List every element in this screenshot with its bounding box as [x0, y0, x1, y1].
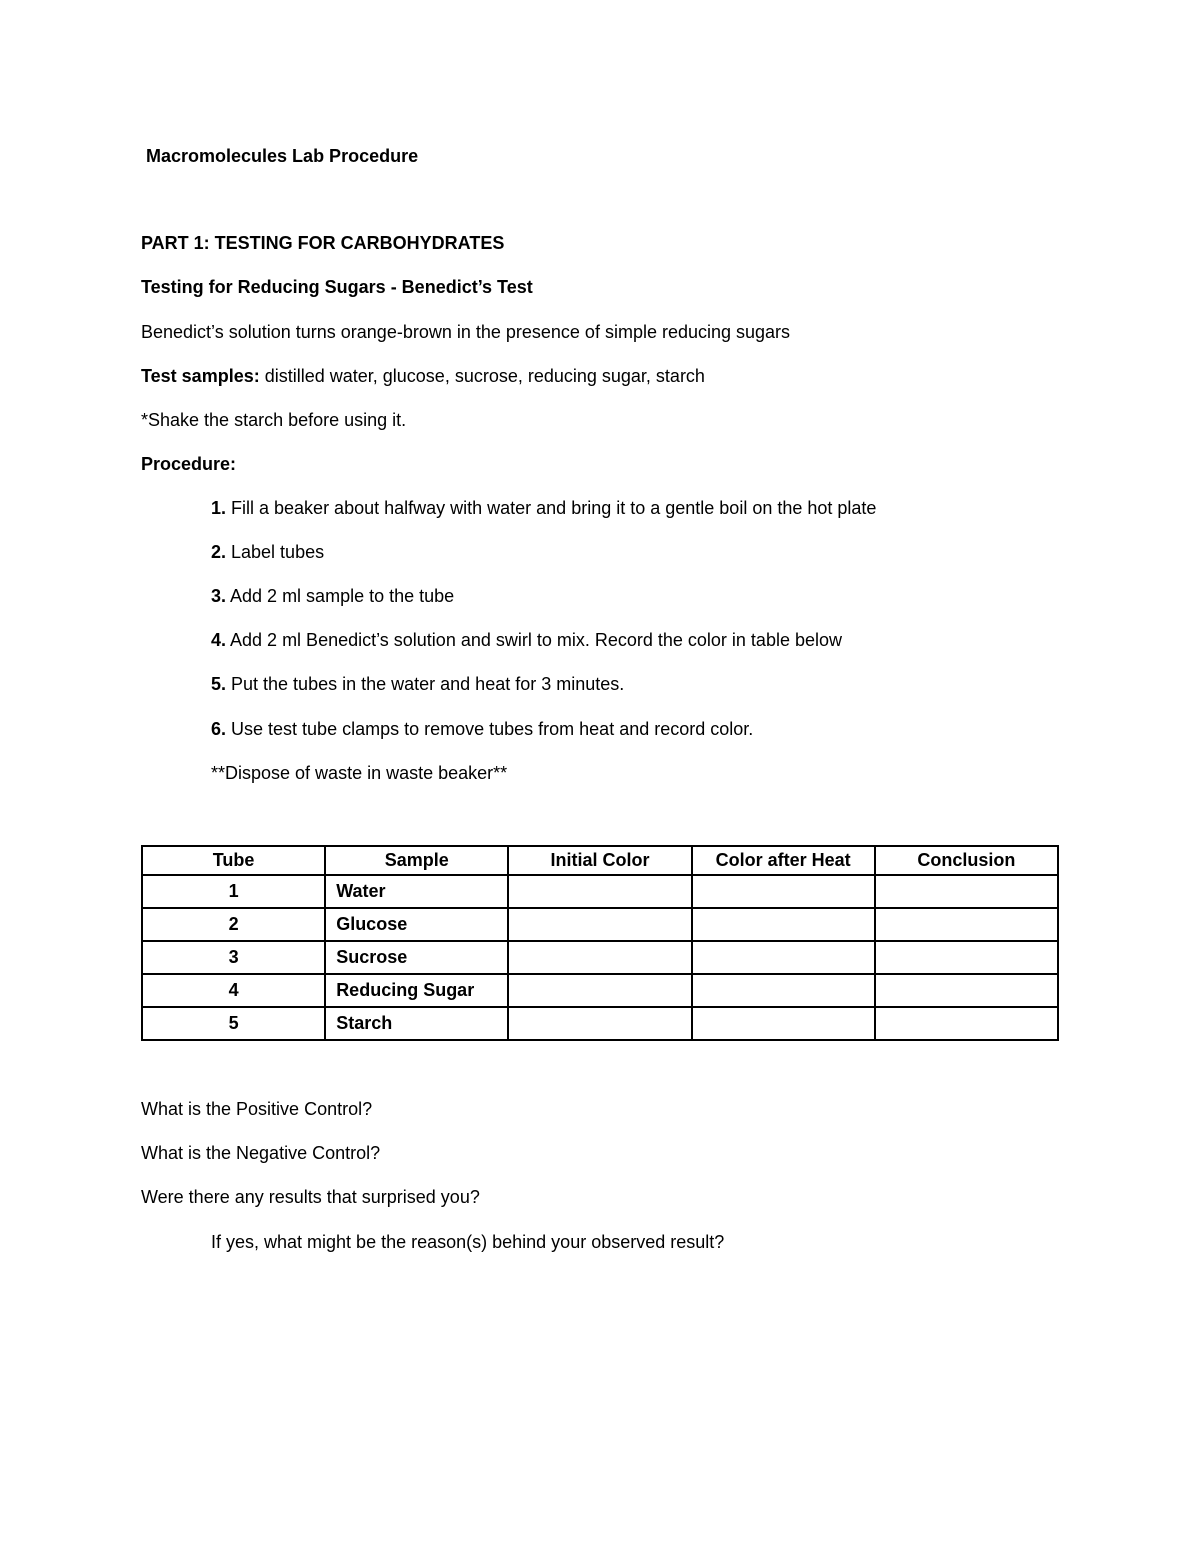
- test-samples-line: [141, 365, 705, 387]
- step-text: Put the tubes in the water and heat for 3 minutes.: [226, 674, 625, 694]
- step-number: 3.: [211, 586, 227, 606]
- conclusion-cell[interactable]: [875, 875, 1058, 908]
- sample-name: Glucose: [325, 908, 508, 941]
- initial-color-cell[interactable]: [508, 941, 691, 974]
- test-heading: Testing for Reducing Sugars - Benedict’s Test: [141, 277, 533, 297]
- initial-color-cell[interactable]: [508, 1007, 691, 1040]
- table-row: [142, 941, 1058, 974]
- question-surprising-results: Were there any results that surprised you?: [141, 1187, 480, 1207]
- procedure-step: [211, 497, 876, 519]
- header-tube: Tube: [142, 846, 325, 875]
- samples-label: Test samples:: [141, 366, 260, 386]
- header-color-after-heat: Color after Heat: [692, 846, 875, 875]
- question-reasons: If yes, what might be the reason(s) behind your observed result?: [211, 1232, 725, 1252]
- sample-name: Water: [325, 875, 508, 908]
- table-header-row: [142, 846, 1058, 875]
- sample-name: Sucrose: [325, 941, 508, 974]
- tube-number: 3: [142, 941, 325, 974]
- initial-color-cell[interactable]: [508, 974, 691, 1007]
- initial-color-cell[interactable]: [508, 875, 691, 908]
- sample-name: Reducing Sugar: [325, 974, 508, 1007]
- tube-number: 1: [142, 875, 325, 908]
- procedure-step: [211, 541, 324, 563]
- step-number: 1.: [211, 498, 227, 518]
- step-number: 6.: [211, 719, 227, 739]
- step-number: 2.: [211, 542, 227, 562]
- tube-number: 4: [142, 974, 325, 1007]
- procedure-step: [211, 673, 624, 695]
- step-text: Label tubes: [226, 542, 325, 562]
- color-after-heat-cell[interactable]: [692, 974, 875, 1007]
- sample-name: Starch: [325, 1007, 508, 1040]
- table-row: [142, 1007, 1058, 1040]
- header-sample: Sample: [325, 846, 508, 875]
- color-after-heat-cell[interactable]: [692, 875, 875, 908]
- tube-number: 2: [142, 908, 325, 941]
- step-text: Fill a beaker about halfway with water and bring it to a gentle boil on the hot plate: [226, 498, 877, 518]
- step-text: Add 2 ml Benedict’s solution and swirl to mix. Record the color in table below: [226, 630, 842, 650]
- dispose-note: **Dispose of waste in waste beaker**: [211, 763, 508, 783]
- procedure-step: [211, 629, 842, 651]
- header-initial-color: Initial Color: [508, 846, 691, 875]
- color-after-heat-cell[interactable]: [692, 1007, 875, 1040]
- table-row: [142, 908, 1058, 941]
- conclusion-cell[interactable]: [875, 908, 1058, 941]
- initial-color-cell[interactable]: [508, 908, 691, 941]
- color-after-heat-cell[interactable]: [692, 941, 875, 974]
- procedure-heading: Procedure:: [141, 454, 237, 474]
- document-title: Macromolecules Lab Procedure: [146, 146, 419, 166]
- table-row: [142, 875, 1058, 908]
- procedure-step: [211, 718, 753, 740]
- question-negative-control: What is the Negative Control?: [141, 1143, 381, 1163]
- step-number: 5.: [211, 674, 227, 694]
- step-text: Use test tube clamps to remove tubes from heat and record color.: [226, 719, 754, 739]
- color-after-heat-cell[interactable]: [692, 908, 875, 941]
- starch-note: *Shake the starch before using it.: [141, 410, 407, 430]
- conclusion-cell[interactable]: [875, 1007, 1058, 1040]
- samples-list: distilled water, glucose, sucrose, reducing sugar, starch: [259, 366, 705, 386]
- step-text: Add 2 ml sample to the tube: [226, 586, 455, 606]
- question-positive-control: What is the Positive Control?: [141, 1099, 373, 1119]
- description-text: Benedict’s solution turns orange-brown in the presence of simple reducing sugars: [141, 322, 791, 342]
- conclusion-cell[interactable]: [875, 941, 1058, 974]
- part-heading: PART 1: TESTING FOR CARBOHYDRATES: [141, 233, 505, 253]
- conclusion-cell[interactable]: [875, 974, 1058, 1007]
- tube-number: 5: [142, 1007, 325, 1040]
- table-row: [142, 974, 1058, 1007]
- results-table: [141, 845, 1059, 1041]
- step-number: 4.: [211, 630, 227, 650]
- header-conclusion: Conclusion: [875, 846, 1058, 875]
- procedure-step: [211, 585, 454, 607]
